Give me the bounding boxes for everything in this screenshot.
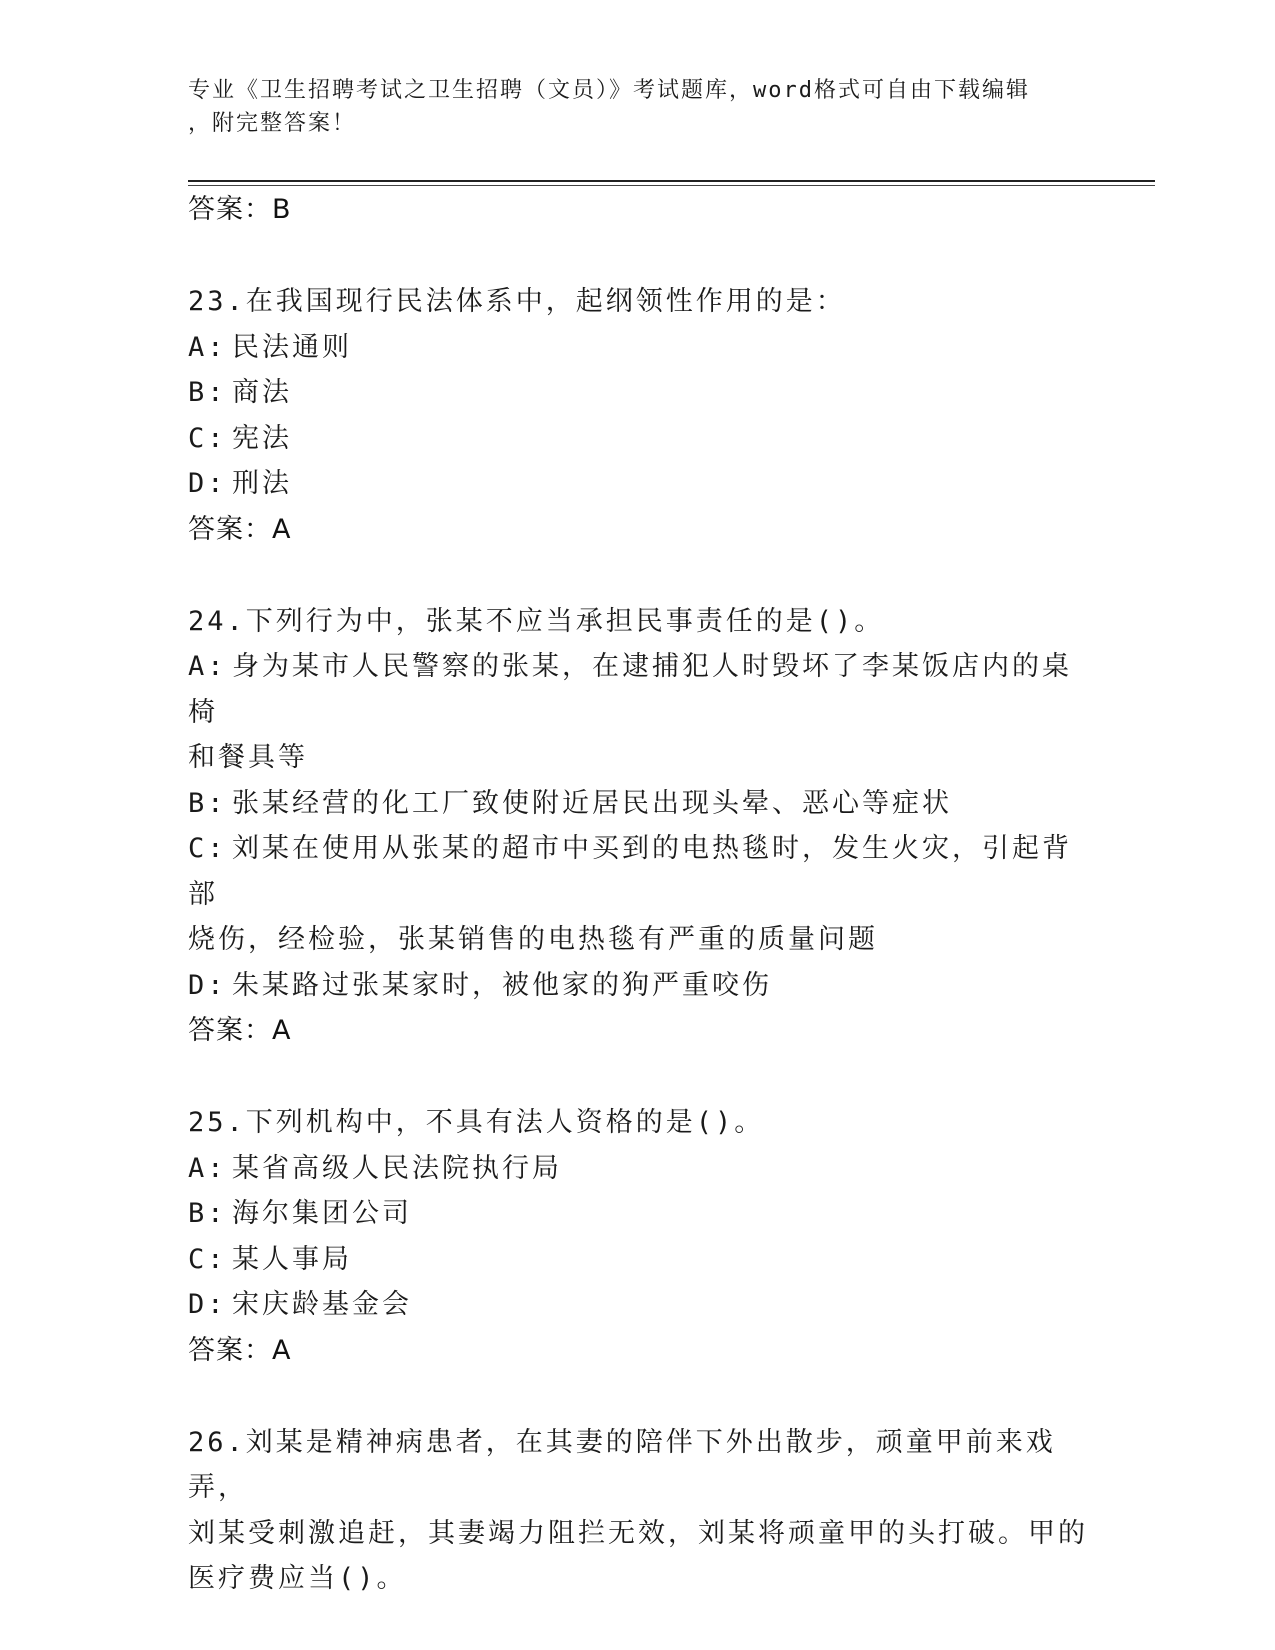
option-c [188,416,1088,462]
option-label: B: [188,377,227,408]
question-list [188,187,1088,1602]
option-d [188,461,1088,507]
option-text: 某省高级人民法院执行局 [232,1152,562,1184]
question-stem: 25.下列机构中，不具有法人资格的是()。 [188,1107,765,1138]
option-text: 商法 [232,377,292,408]
option-text: 朱某路过张某家时，被他家的狗严重咬伤 [232,969,772,1001]
option-b [188,370,1088,416]
option-label: B: [188,1198,227,1229]
option-c [188,1237,1088,1283]
answer-prev: 答案：B [188,194,292,225]
question-23 [188,279,1088,553]
option-text: 张某经营的化工厂致使附近居民出现头晕、恶心等症状 [232,787,952,819]
option-text: 某人事局 [232,1243,352,1275]
header-rule-thick [188,180,1155,182]
page-header [188,74,1068,140]
spacer [188,233,1088,279]
question-stem-line: 医疗费应当()。 [188,1563,407,1594]
option-label: C: [188,1243,227,1275]
question-24 [188,599,1088,1055]
spacer [188,1374,1088,1420]
header-rule-thin [188,185,1155,186]
option-d [188,1282,1088,1328]
option-a-continued: 和餐具等 [188,742,308,773]
option-text: 身为某市人民警察的张某，在逮捕犯人时毁坏了李某饭店内的桌椅 [188,651,1072,728]
option-a [188,1146,1088,1192]
question-26 [188,1420,1088,1602]
answer-23: 答案：A [188,513,292,545]
option-d [188,963,1088,1009]
option-label: A: [188,1152,227,1184]
spacer [188,553,1088,599]
option-a [188,325,1088,371]
option-a [188,644,1088,735]
spacer [188,1054,1088,1100]
option-b [188,781,1088,827]
option-label: A: [188,651,227,682]
option-text: 刑法 [232,468,292,499]
header-line-2: ，附完整答案！ [188,111,357,136]
option-label: C: [188,422,227,454]
option-text: 民法通则 [232,331,352,363]
option-label: D: [188,969,227,1001]
option-b [188,1191,1088,1237]
option-text: 海尔集团公司 [232,1198,412,1229]
question-stem: 23.在我国现行民法体系中，起纲领性作用的是： [188,286,846,317]
option-c [188,826,1088,917]
question-stem-line: 刘某受刺激追赶，其妻竭力阻拦无效，刘某将顽童甲的头打破。甲的 [188,1517,1088,1549]
option-label: D: [188,468,227,499]
option-label: B: [188,787,227,819]
option-label: C: [188,833,227,864]
option-text: 宋庆龄基金会 [232,1289,412,1320]
question-stem: 24.下列行为中，张某不应当承担民事责任的是()。 [188,605,885,637]
option-c-continued: 烧伤，经检验，张某销售的电热毯有严重的质量问题 [188,924,878,955]
question-stem-line: 26.刘某是精神病患者，在其妻的陪伴下外出散步，顽童甲前来戏弄， [188,1426,1056,1503]
option-label: D: [188,1289,227,1320]
answer-25: 答案：A [188,1334,292,1366]
answer-24: 答案：A [188,1015,292,1046]
header-line-1: 专业《卫生招聘考试之卫生招聘（文员）》考试题库，word格式可自由下载编辑 [188,78,1030,103]
option-label: A: [188,331,227,363]
option-text: 刘某在使用从张某的超市中买到的电热毯时，发生火灾，引起背部 [188,833,1072,910]
option-text: 宪法 [232,422,292,454]
question-25 [188,1100,1088,1374]
